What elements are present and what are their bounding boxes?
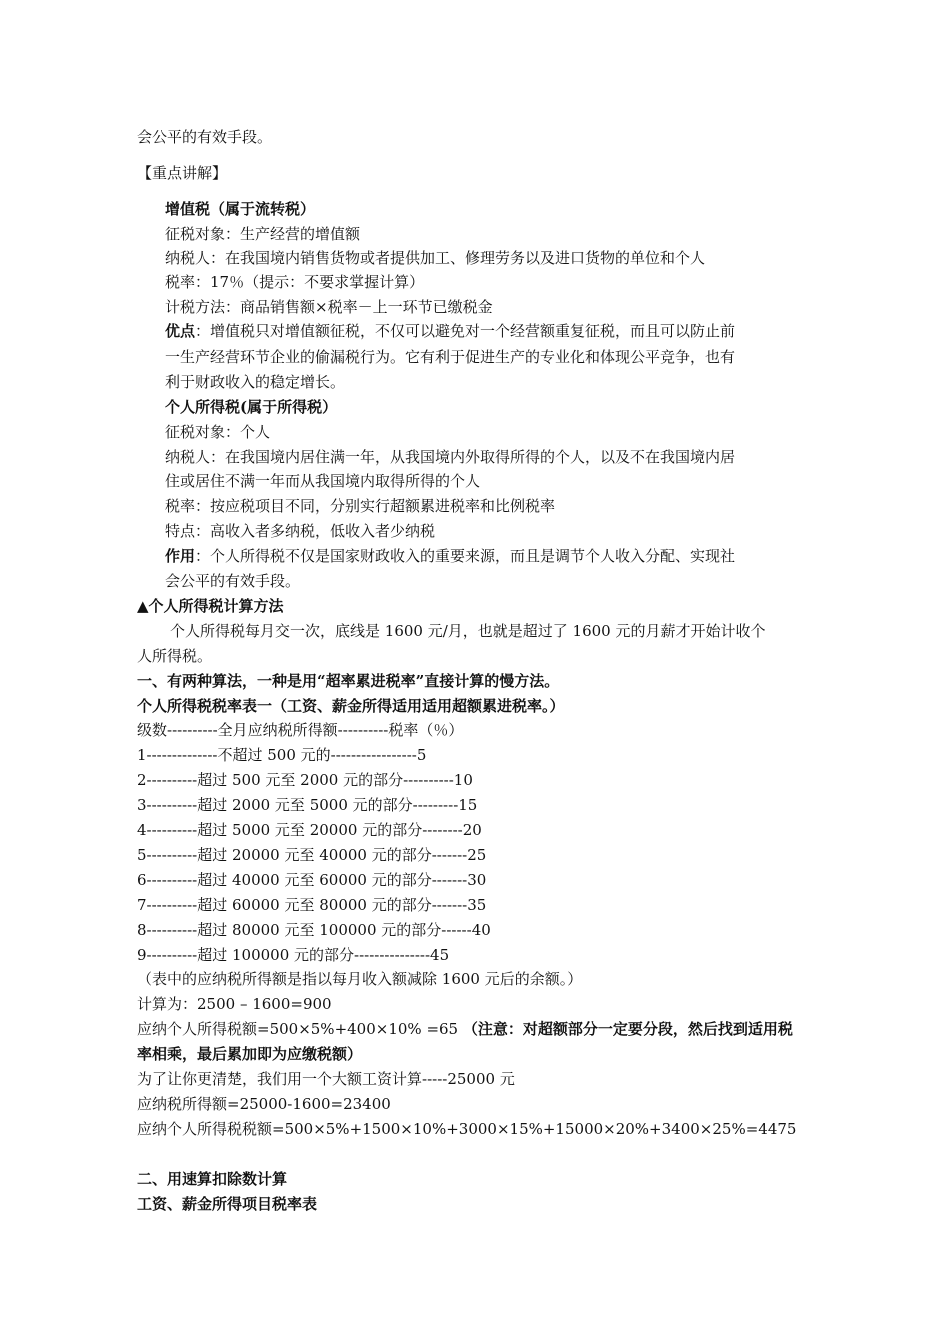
text-line: 会公平的有效手段。	[165, 572, 301, 590]
table-row: 1--------------不超过 500 元的-----------------5	[137, 746, 427, 764]
heading-calc-method: ▲个人所得税计算方法	[137, 597, 284, 615]
table-row: 2----------超过 500 元至 2000 元的部分----------10	[137, 771, 473, 789]
text-line: 个人所得税每月交一次，底线是 1600 元/月，也就是超过了 1600 元的月薪才开始计收个	[170, 622, 766, 640]
text-line: 税率：按应税项目不同，分别实行超额累进税率和比例税率	[165, 497, 556, 515]
text-span: 应纳个人所得税额=500×5%+400×10% =65	[137, 1020, 463, 1038]
text-line: 利于财政收入的稳定增长。	[165, 373, 346, 391]
text-span: ：个人所得税不仅是国家财政收入的重要来源，而且是调节个人收入分配、实现社	[195, 547, 736, 565]
text-line: 应纳个人所得税税额=500×5%+1500×10%+3000×15%+15000×20%+3400×25%=4475	[137, 1120, 797, 1138]
table-row: 6----------超过 40000 元至 60000 元的部分-------30	[137, 871, 487, 889]
text-line: 纳税人：在我国境内居住满一年，从我国境内外取得所得的个人，以及不在我国境内居	[165, 448, 736, 466]
text-line: 特点：高收入者多纳税，低收入者少纳税	[165, 522, 436, 540]
table-row: 3----------超过 2000 元至 5000 元的部分---------15	[137, 796, 478, 814]
table-row: 7----------超过 60000 元至 80000 元的部分-------35	[137, 896, 487, 914]
label-advantage: 优点	[165, 322, 196, 340]
heading-rate-table-one: 个人所得税税率表一（工资、薪金所得适用适用超额累进税率。）	[137, 697, 565, 715]
table-header-line: 级数----------全月应纳税所得额----------税率（％）	[137, 721, 464, 739]
text-line: 计税方法：商品销售额×税率－上一环节已缴税金	[165, 298, 493, 316]
text-line: 税率：17％（提示：不要求掌握计算）	[165, 273, 425, 291]
table-row: 9----------超过 100000 元的部分---------------45	[137, 946, 450, 964]
heading-method-one: 一、有两种算法，一种是用“超率累进税率”直接计算的慢方法。	[137, 672, 560, 690]
note-bold: （注意：对超额部分一定要分段，然后找到适用税	[462, 1020, 793, 1038]
text-line: 人所得税。	[137, 647, 213, 665]
text-line: 住或居住不满一年而从我国境内取得所得的个人	[165, 472, 481, 490]
subheading-income-tax: 个人所得税(属于所得税）	[165, 398, 338, 416]
text-span: ：增值税只对增值额征税，不仅可以避免对一个经营额重复征税，而且可以防止前	[195, 322, 736, 340]
text-line	[137, 1019, 793, 1039]
table-row: 8----------超过 80000 元至 100000 元的部分------40	[137, 921, 491, 939]
label-function: 作用	[165, 547, 196, 565]
text-line: 征税对象：个人	[165, 423, 271, 441]
text-line: 征税对象：生产经营的增值额	[165, 225, 361, 243]
subheading-vat: 增值税（属于流转税）	[165, 200, 316, 218]
text-line	[165, 546, 735, 566]
heading-method-two: 二、用速算扣除数计算	[137, 1170, 288, 1188]
table-note: （表中的应纳税所得额是指以每月收入额减除 1600 元后的余额。）	[137, 970, 583, 988]
text-line: 一生产经营环节企业的偷漏税行为。它有利于促进生产的专业化和体现公平竞争，也有	[165, 348, 736, 366]
section-heading: 【重点讲解】	[137, 164, 228, 182]
text-line: 纳税人：在我国境内销售货物或者提供加工、修理劳务以及进口货物的单位和个人	[165, 249, 706, 267]
table-row: 4----------超过 5000 元至 20000 元的部分--------20	[137, 821, 482, 839]
table-row: 5----------超过 20000 元至 40000 元的部分-------25	[137, 846, 487, 864]
note-bold-cont: 率相乘，最后累加即为应缴税额）	[137, 1045, 363, 1063]
text-line: 应纳税所得额=25000-1600=23400	[137, 1095, 391, 1113]
heading-rate-table-two: 工资、薪金所得项目税率表	[137, 1195, 318, 1213]
text-line: 计算为：2500 – 1600=900	[137, 995, 332, 1013]
text-line: 会公平的有效手段。	[137, 128, 273, 146]
text-line: 为了让你更清楚，我们用一个大额工资计算-----25000 元	[137, 1070, 515, 1088]
text-line	[165, 321, 735, 341]
